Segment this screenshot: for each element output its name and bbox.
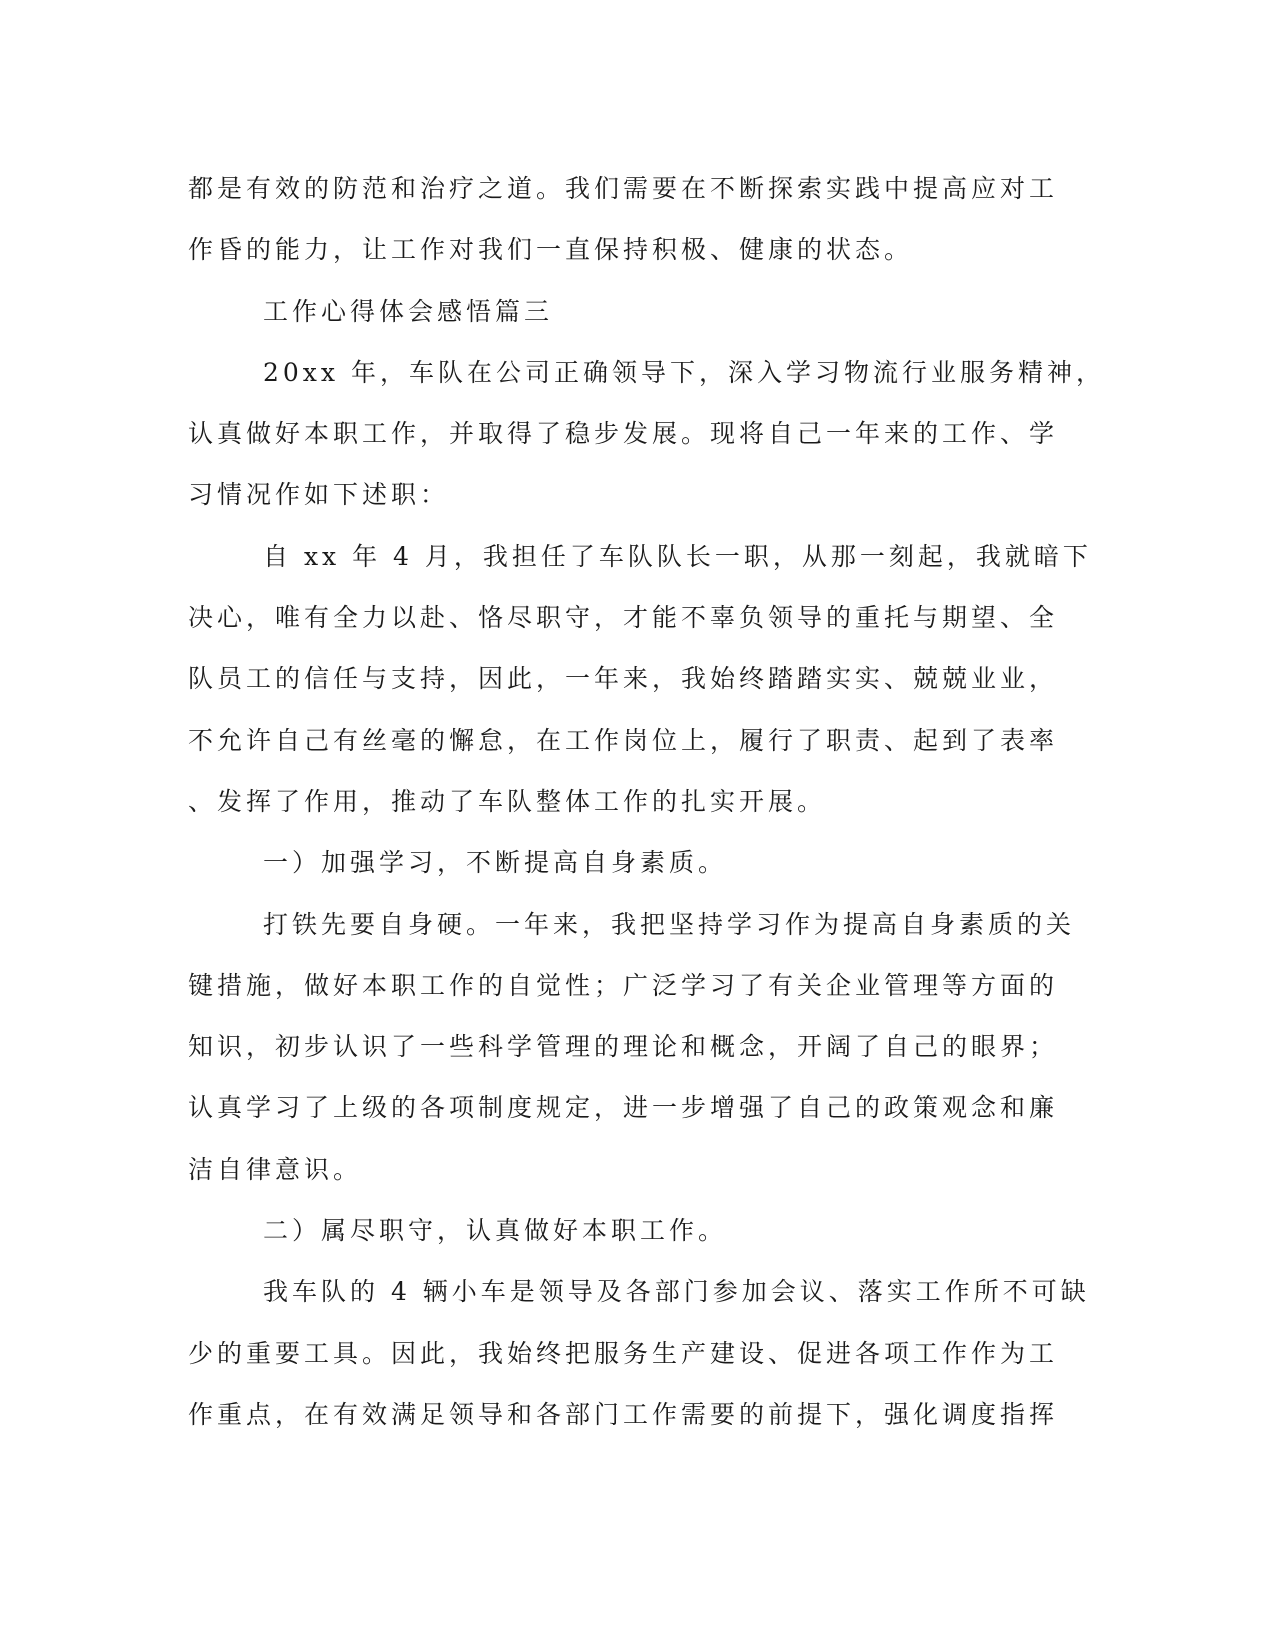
paragraph-start: 打铁先要自身硬。一年来，我把坚持学习作为提高自身素质的关 (263, 909, 1076, 939)
text-line: 作重点，在有效满足领导和各部门工作需要的前提下，强化调度指挥 (188, 1399, 1059, 1429)
document-body (188, 158, 1105, 1445)
text-line: 队员工的信任与支持，因此，一年来，我始终踏踏实实、兢兢业业， (188, 664, 1059, 694)
subsection-heading: 一）加强学习，不断提高自身素质。 (263, 848, 728, 878)
subsection-heading: 二）属尽职守，认真做好本职工作。 (263, 1216, 728, 1246)
text-line: 键措施，做好本职工作的自觉性；广泛学习了有关企业管理等方面的 (188, 970, 1059, 1000)
paragraph-start: 自 xx 年 4 月，我担任了车队队长一职，从那一刻起，我就暗下 (263, 541, 1092, 571)
text-line: 不允许自己有丝毫的懈怠，在工作岗位上，履行了职责、起到了表率 (188, 725, 1059, 755)
text-line: 作昏的能力，让工作对我们一直保持积极、健康的状态。 (188, 235, 914, 265)
text-line: 认真做好本职工作，并取得了稳步发展。现将自己一年来的工作、学 (188, 419, 1059, 449)
text-line: 决心，唯有全力以赴、恪尽职守，才能不辜负领导的重托与期望、全 (188, 603, 1059, 633)
text-line: 洁自律意识。 (188, 1154, 363, 1184)
paragraph-start: 我车队的 4 辆小车是领导及各部门参加会议、落实工作所不可缺 (263, 1277, 1090, 1307)
text-line: 少的重要工具。因此，我始终把服务生产建设、促进各项工作作为工 (188, 1338, 1059, 1368)
text-line: 认真学习了上级的各项制度规定，进一步增强了自己的政策观念和廉 (188, 1093, 1059, 1123)
text-line: 都是有效的防范和治疗之道。我们需要在不断探索实践中提高应对工 (188, 174, 1059, 203)
text-line: 知识，初步认识了一些科学管理的理论和概念，开阔了自己的眼界； (188, 1032, 1059, 1062)
paragraph-start: 20xx 年，车队在公司正确领导下，深入学习物流行业服务精神， (263, 357, 1105, 387)
section-heading: 工作心得体会感悟篇三 (263, 296, 554, 326)
text-line: 、发挥了作用，推动了车队整体工作的扎实开展。 (188, 786, 827, 816)
text-line: 习情况作如下述职： (188, 480, 450, 510)
